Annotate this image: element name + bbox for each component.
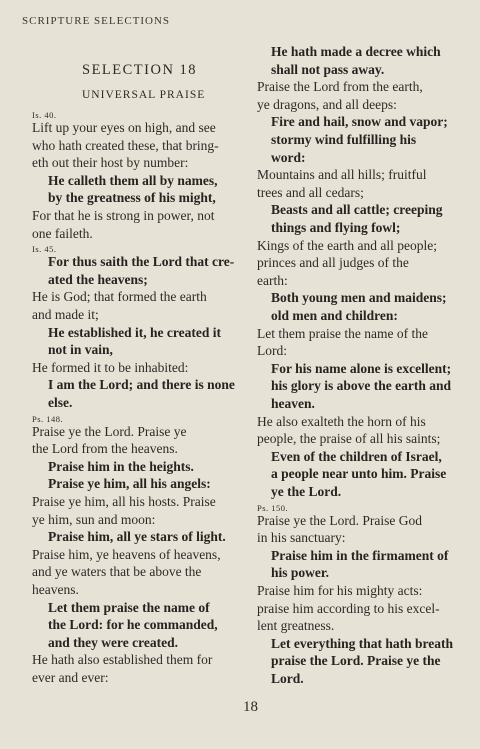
verse-line: praise him according to his excel- [257, 600, 440, 616]
response-line: Even of the children of Israel, [271, 448, 442, 464]
verse-line: trees and all cedars; [257, 184, 364, 200]
response-line: else. [48, 395, 73, 410]
verse-line: Let them praise the name of the [257, 325, 428, 341]
scripture-reference: Is. 40. [32, 110, 57, 120]
response-line: For thus saith the Lord that cre- [48, 254, 235, 270]
verse-line: Praise ye the Lord. Praise ye [32, 423, 187, 439]
verse-line: in his sanctuary: [257, 530, 346, 546]
response-line: Praise him, all ye stars of light. [48, 529, 226, 545]
verse-line: Praise ye the Lord. Praise God [257, 512, 422, 528]
scripture-reference: Is. 45. [32, 244, 57, 255]
response-line: ated the heavens; [48, 271, 148, 287]
verse-line: He is God; that formed the earth [32, 289, 207, 305]
response-line: Let everything that hath breath [271, 635, 453, 651]
response-line: I am the Lord; and there is none [48, 377, 235, 393]
verse-line: lent greatness. [257, 618, 335, 634]
page-number: 18 [243, 699, 258, 715]
selection-subtitle: UNIVERSAL PRAISE [82, 89, 206, 101]
verse-line: who hath created these, that bring- [32, 137, 219, 153]
verse-line: Praise him for his mighty acts: [257, 583, 423, 598]
verse-line: Praise ye him, all his hosts. Praise [32, 494, 216, 509]
response-line: shall not pass away. [271, 61, 385, 77]
verse-line: the Lord from the heavens. [32, 441, 178, 457]
response-line: not in vain, [48, 342, 113, 358]
verse-line: He hath also established them for [32, 652, 213, 668]
response-line: word: [271, 149, 306, 165]
response-line: his glory is above the earth and [271, 378, 452, 394]
selection-title: SELECTION 18 [82, 62, 198, 78]
running-head: SCRIPTURE SELECTIONS [22, 15, 171, 27]
verse-line: ye dragons, and all deeps: [257, 96, 397, 112]
response-line: old men and children: [271, 308, 398, 323]
response-line: He established it, he created it [48, 324, 221, 340]
verse-line: Lord: [257, 343, 287, 359]
verse-line: For that he is strong in power, not [32, 208, 215, 223]
response-line: Praise him in the heights. [48, 458, 194, 474]
response-line: Fire and hail, snow and vapor; [271, 114, 448, 130]
response-line: stormy wind fulfilling his [271, 132, 417, 147]
verse-line: Lift up your eyes on high, and see [32, 120, 216, 135]
response-line: He calleth them all by names, [48, 172, 218, 188]
verse-line: Praise the Lord from the earth, [257, 79, 423, 95]
response-line: He hath made a decree which [271, 44, 441, 59]
verse-line: one faileth. [32, 225, 93, 241]
verse-line: and made it; [32, 307, 99, 322]
verse-line: people, the praise of all his saints; [257, 431, 441, 447]
verse-line: Mountains and all hills; fruitful [257, 167, 427, 183]
verse-line: heavens. [32, 582, 79, 597]
response-line: by the greatness of his might, [48, 190, 216, 206]
response-line: Beasts and all cattle; creeping [271, 202, 443, 218]
verse-line: ever and ever: [32, 670, 109, 685]
verse-line: He also exalteth the horn of his [257, 413, 426, 429]
response-line: Lord. [271, 671, 304, 686]
verse-line: princes and all judges of the [257, 255, 409, 271]
verse-line: Kings of the earth and all people; [257, 237, 437, 253]
scripture-reference: Ps. 150. [257, 502, 289, 513]
verse-line: ye him, sun and moon: [32, 511, 156, 527]
response-line: the Lord: for he commanded, [48, 617, 218, 633]
response-line: ye the Lord. [271, 484, 342, 499]
response-line: Let them praise the name of [48, 599, 210, 615]
response-line: Both young men and maidens; [271, 290, 447, 306]
verse-line: Praise him, ye heavens of heavens, [32, 546, 221, 562]
response-line: heaven. [271, 396, 315, 411]
response-line: praise the Lord. Praise ye the [271, 653, 441, 669]
response-line: things and flying fowl; [271, 220, 401, 235]
verse-line: eth out their host by number: [32, 155, 189, 171]
response-line: a people near unto him. Praise [271, 466, 447, 482]
response-line: Praise him in the firmament of [271, 547, 449, 563]
response-line: Praise ye him, all his angels: [48, 476, 211, 492]
verse-line: and ye waters that be above the [32, 564, 202, 580]
verse-line: earth: [257, 272, 288, 288]
response-line: his power. [271, 565, 330, 581]
response-line: For his name alone is excellent; [271, 360, 452, 376]
verse-line: He formed it to be inhabited: [32, 359, 189, 375]
response-line: and they were created. [48, 634, 178, 650]
scripture-reference: Ps. 148. [32, 413, 64, 424]
